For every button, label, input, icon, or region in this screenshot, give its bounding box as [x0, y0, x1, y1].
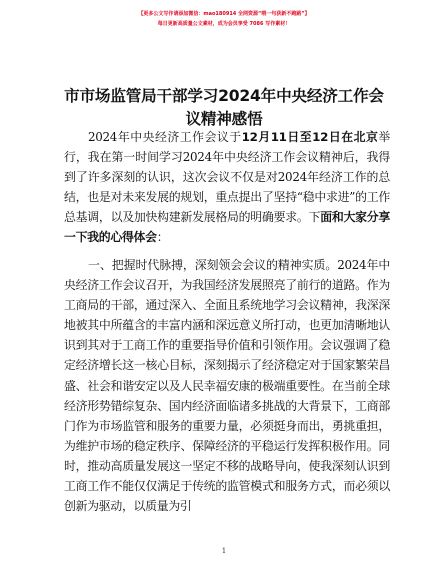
page-number: 1: [221, 547, 227, 555]
intro-bold-ending: 面和大家分享一下我的心得体会: [64, 210, 391, 245]
promo-banner-line-1: 【更多公文写作请添加微信：mao180914 全网资源“喂一句获新不跑路”】: [138, 11, 310, 17]
intro-date-bold: 12月11日至12日在北京: [241, 130, 379, 144]
intro-lead: 2024年中央经济工作会议于: [88, 130, 242, 144]
document-title-line-2: 议精神感悟: [185, 110, 263, 128]
intro-body: 举行，我在第一时间学习2024年中央经济工作会议精神后，我得到了许多深刻的认识，这次会议不仅是对2024年经济工作的总结，也是对未来发展的规划，重点提出了坚持“稳中求进”的工作总基调，以及加快构建新发展格局的明确要求。下: [64, 130, 390, 225]
document-title-line-1: 市市场监管局干部学习2024年中央经济工作会: [64, 87, 384, 105]
paragraph-section-one: 一、把握时代脉搏，深刻领会会议的精神实质。2024年中央经济工作会议召开，为我国经济发展照亮了前行的道路。作为工商局的干部，通过深入、全面且系统地学习会议精神，我深深地被其中所蕴含的丰富内涵和深远意义所打动，也更加清晰地认识到其对于工商工作的重要指导价值和引领作用。会议强调了稳定经济增长这一核心目标，深刻揭示了经济稳定对于国家繁荣昌盛、社会和谐安定以及人民幸福安康的极端重要性。在当前全球经济形势错综复杂、国内经济面临诸多挑战的大背景下，工商部门作为市场监管和服务的重要力量，必须挺身而出，勇挑重担，为维护市场的稳定秩序、保障经济的平稳运行发挥积极作用。同时，推动高质量发展这一坚定不移的战略导向，使我深刻认识到工商工作不能仅仅满足于传统的监管模式和服务方式，而必须以创新为驱动，以质量为引: [64, 258, 390, 514]
promo-banner-line-2: 每日更新高质量公文素材，成为会员享受 7086 写作素材！: [157, 21, 291, 27]
intro-trail: ：: [156, 230, 169, 245]
paragraph-intro: [64, 127, 390, 248]
